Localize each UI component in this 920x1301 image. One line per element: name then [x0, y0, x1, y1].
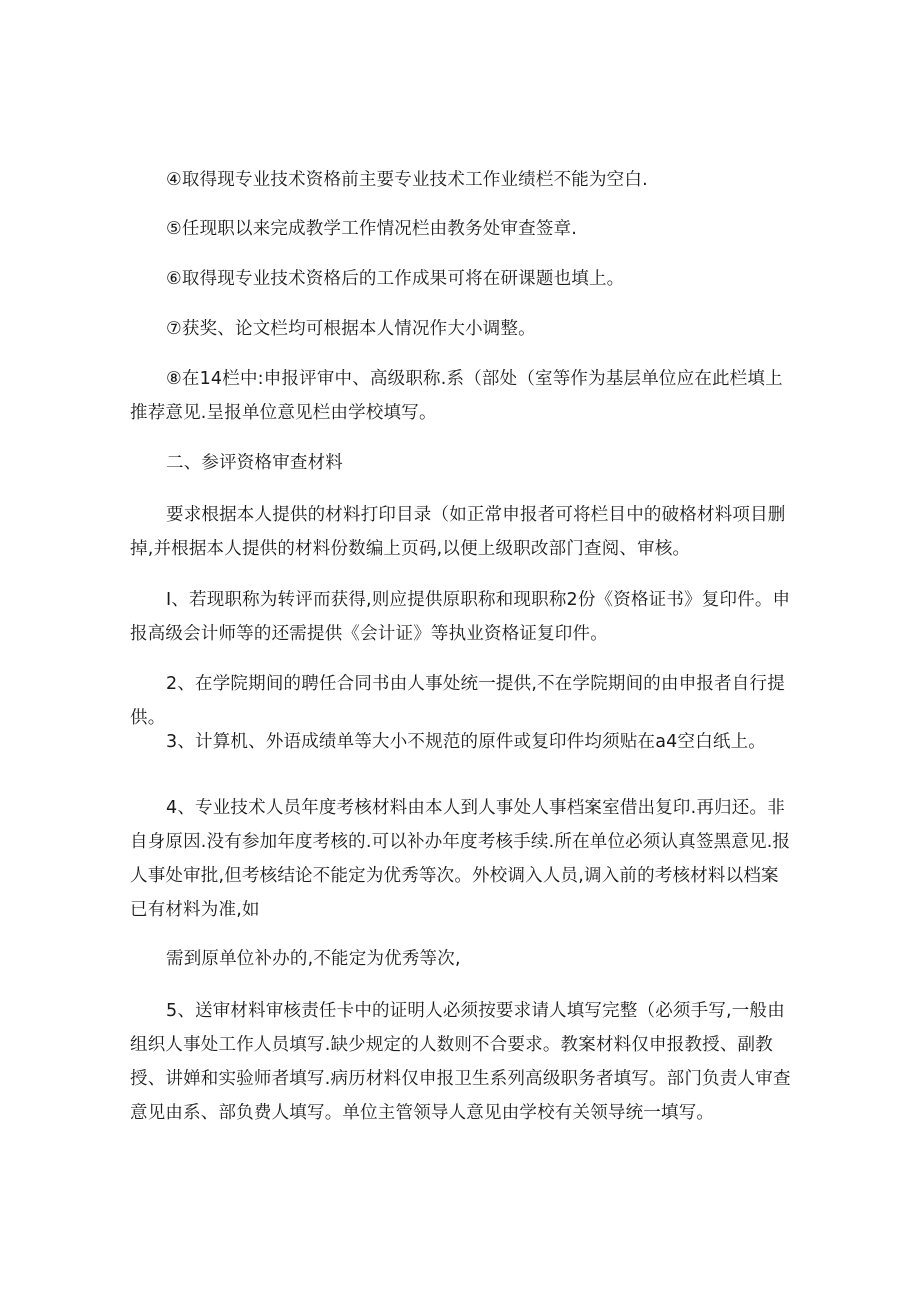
paragraph-item-7: ⑦获奖、论文栏均可根据本人情况作大小调整。: [166, 319, 536, 339]
paragraph-point-2: 2、在学院期间的聘任合同书由人事处统一提供,不在学院期间的由申报者自行提供。: [130, 674, 785, 728]
paragraph-item-4: ④取得现专业技术资格前主要专业技术工作业绩栏不能为空白.: [166, 170, 648, 190]
paragraph-item-6: ⑥取得现专业技术资格后的工作成果可将在研课题也填上。: [166, 269, 625, 289]
section-heading: 二、参评资格审查材料: [166, 453, 343, 473]
paragraph-point-1: I、若现职称为转评而获得,则应提供原职称和现职称2份《资格证书》复印件。申报高级会计师等的还需提供《会计证》等执业资格证复印件。: [130, 590, 791, 644]
paragraph-point-4-continued: 需到原单位补办的,不能定为优秀等次,: [166, 949, 461, 969]
paragraph-point-5: 5、送审材料审核责任卡中的证明人必须按要求请人填写完整（必须手写,一般由组织人事处工作人员填写.缺少规定的人数则不合要求。教案材料仅申报教授、副教授、讲婵和实验师者填写.病历材料仅申报卫生系列高级职务者填写。部门负责人审查意见由系、部负费人填写。单位主管领导人意见由学校有关领导统一填写。: [130, 1001, 791, 1123]
paragraph-item-5: ⑤任现职以来完成教学工作情况栏由教务处审查签章.: [166, 219, 578, 239]
paragraph-requirements: 要求根据本人提供的材料打印目录（如正常申报者可将栏目中的破格材料项目删掉,并根据本人提供的材料份数编上页码,以便上级职改部门查阅、审核。: [130, 505, 786, 559]
paragraph-point-4: 4、专业技术人员年度考核材料由本人到人事处人事档案室借出复印.再归还。非自身原因.没有参加年度考核的.可以补办年度考核手续.所在单位必须认真签黑意见.报人事处审批,但考核结论不能定为优秀等次。外校调入人员,调入前的考核材料以档案已有材料为准,如: [130, 798, 791, 920]
paragraph-point-3: 3、计算机、外语成绩单等大小不规范的原件或复印件均须贴在a4空白纸上。: [166, 732, 766, 752]
paragraph-item-8: ⑧在14栏中:申报评审中、高级职称.系（部处（室等作为基层单位应在此栏填上推荐意见.呈报单位意见栏由学校填写。: [130, 369, 783, 423]
